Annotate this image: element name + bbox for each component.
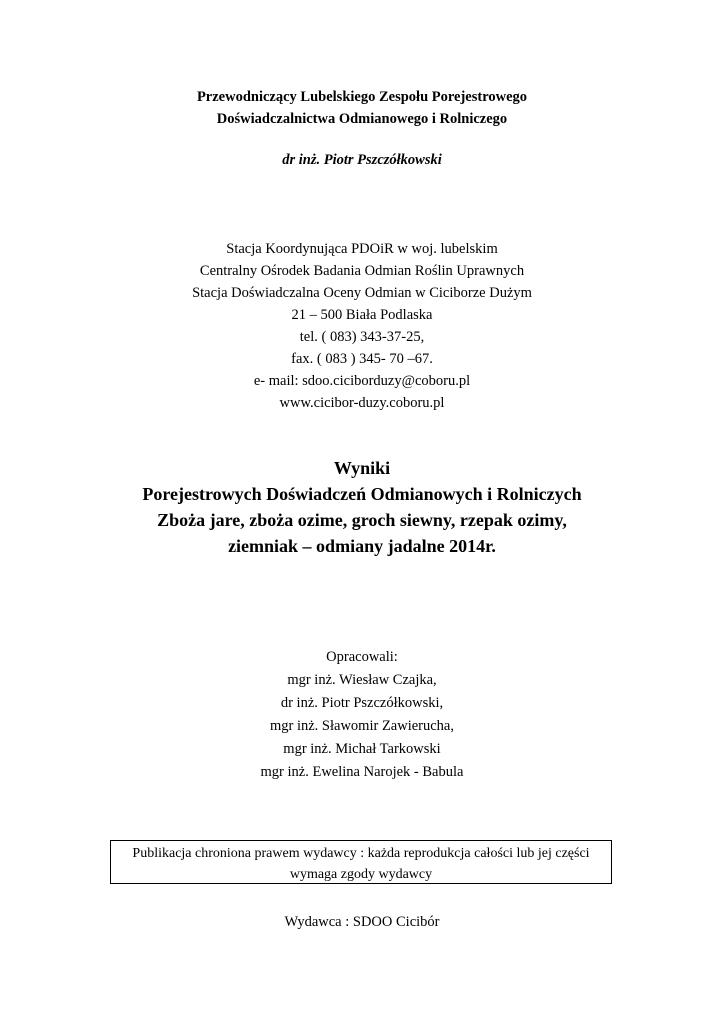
document-header xyxy=(0,86,724,130)
author-entry: mgr inż. Michał Tarkowski xyxy=(283,741,441,757)
station-email: e- mail: sdoo.ciciborduzy@coboru.pl xyxy=(253,373,471,389)
station-fax: fax. ( 083 ) 345- 70 –67. xyxy=(291,351,433,367)
notice-line-1: Publikacja chroniona prawem wydawcy : każda reprodukcja całości lub jej części xyxy=(132,846,590,861)
header-author xyxy=(0,150,724,170)
author-entry: dr inż. Piotr Pszczółkowski, xyxy=(280,695,444,711)
authors-list xyxy=(0,646,724,784)
title-line: Porejestrowych Doświadczeń Odmianowych i Rolniczych xyxy=(142,484,582,504)
document-title xyxy=(0,455,724,559)
author-name: dr inż. Piotr Pszczółkowski xyxy=(282,152,442,168)
author-entry: mgr inż. Ewelina Narojek - Babula xyxy=(260,764,464,780)
station-website: www.cicibor-duzy.coboru.pl xyxy=(279,395,445,411)
station-line: Centralny Ośrodek Badania Odmian Roślin Uprawnych xyxy=(199,263,525,279)
header-line-1: Przewodniczący Lubelskiego Zespołu Porejestrowego xyxy=(196,89,528,105)
publisher-line xyxy=(0,912,724,932)
copyright-notice-box xyxy=(110,840,612,884)
authors-heading: Opracowali: xyxy=(326,649,398,665)
header-line-2: Doświadczalnictwa Odmianowego i Rolniczego xyxy=(216,111,508,127)
notice-line-2: wymaga zgody wydawcy xyxy=(289,867,433,882)
publisher-text: Wydawca : SDOO Cicibór xyxy=(284,914,440,930)
title-line: Wyniki xyxy=(333,458,391,478)
station-line: Stacja Doświadczalna Oceny Odmian w Ciciborze Dużym xyxy=(192,285,532,301)
title-line: ziemniak – odmiany jadalne 2014r. xyxy=(228,536,496,556)
author-entry: mgr inż. Sławomir Zawierucha, xyxy=(269,718,454,734)
title-line: Zboża jare, zboża ozime, groch siewny, rzepak ozimy, xyxy=(157,510,567,530)
station-contact xyxy=(0,238,724,414)
station-line: Stacja Koordynująca PDOiR w woj. lubelskim xyxy=(226,241,498,257)
station-address: 21 – 500 Biała Podlaska xyxy=(291,307,433,323)
author-entry: mgr inż. Wiesław Czajka, xyxy=(287,672,437,688)
station-phone: tel. ( 083) 343-37-25, xyxy=(299,329,425,345)
